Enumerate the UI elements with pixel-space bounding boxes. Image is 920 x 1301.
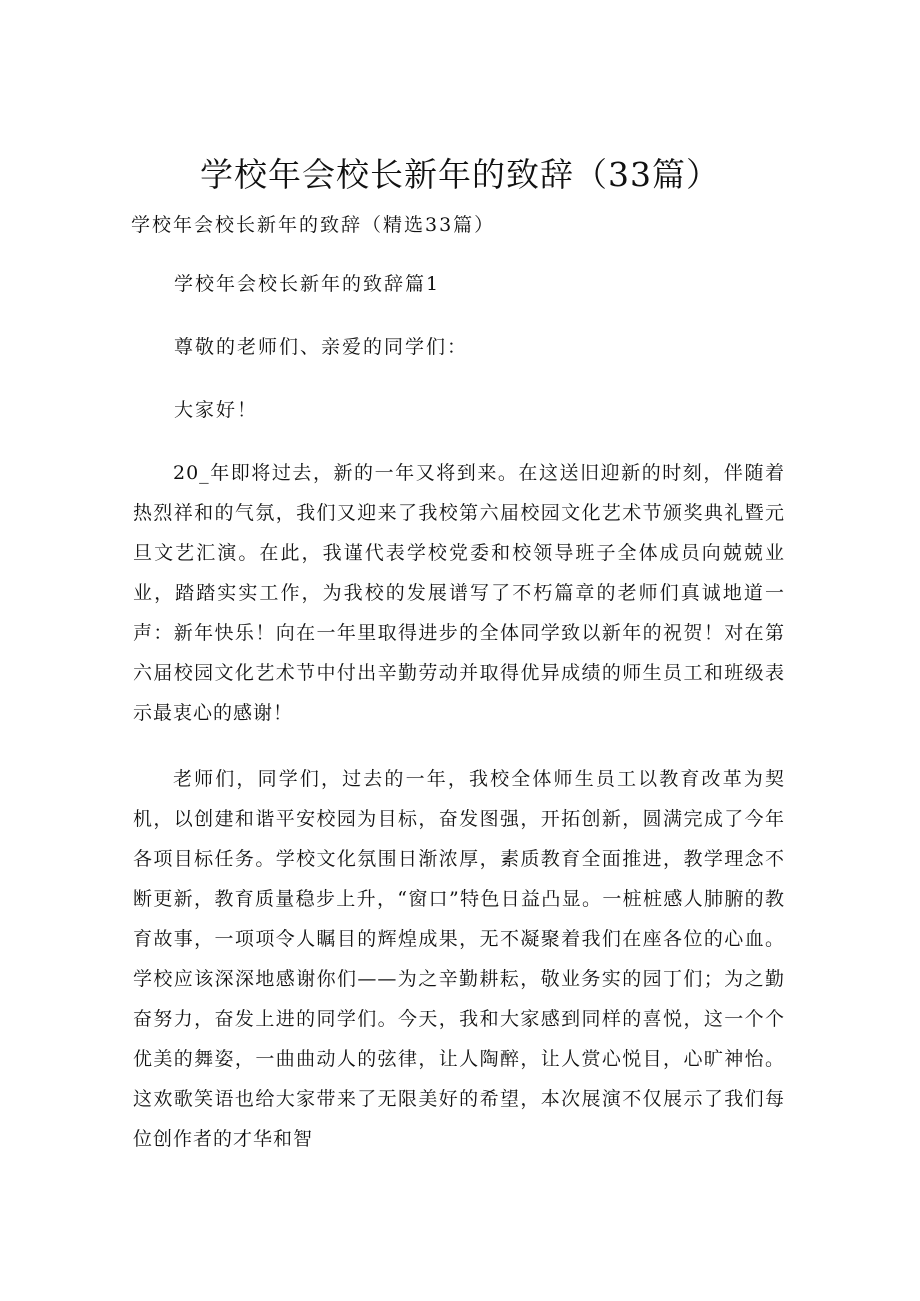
- body-paragraph: 20_年即将过去，新的一年又将到来。在这送旧迎新的时刻，伴随着热烈祥和的气氛，我们又迎来了我校第六届校园文化艺术节颁奖典礼暨元旦文艺汇演。在此，我谨代表学校党委和校领导班子全体成员向兢兢业业，踏踏实实工作，为我校的发展谱写了不朽篇章的老师们真诚地道一声：新年快乐！向在一年里取得进步的全体同学致以新年的祝贺！对在第六届校园文化艺术节中付出辛勤劳动并取得优异成绩的师生员工和班级表示最衷心的感谢！: [133, 462, 785, 724]
- body-paragraph: 老师们，同学们，过去的一年，我校全体师生员工以教育改革为契机，以创建和谐平安校园为目标，奋发图强，开拓创新，圆满完成了今年各项目标任务。学校文化氛围日渐浓厚，素质教育全面推进，教学理念不断更新，教育质量稳步上升，“窗口”特色日益凸显。一桩桩感人肺腑的教育故事，一项项令人瞩目的辉煌成果，无不凝聚着我们在座各位的心血。学校应该深深地感谢你们——为之辛勤耕耘，敬业务实的园丁们；为之勤奋努力，奋发上进的同学们。今天，我和大家感到同样的喜悦，这一个个优美的舞姿，一曲曲动人的弦律，让人陶醉，让人赏心悦目，心旷神怡。这欢歌笑语也给大家带来了无限美好的希望，本次展演不仅展示了我们每位创作者的才华和智: [133, 768, 785, 1150]
- greeting: 大家好！: [174, 399, 259, 421]
- document-subtitle: 学校年会校长新年的致辞（精选33篇）: [131, 214, 496, 236]
- section-heading: 学校年会校长新年的致辞篇1: [174, 273, 441, 295]
- document-title: 学校年会校长新年的致辞（33篇）: [200, 155, 720, 194]
- salutation: 尊敬的老师们、亲爱的同学们：: [174, 336, 469, 358]
